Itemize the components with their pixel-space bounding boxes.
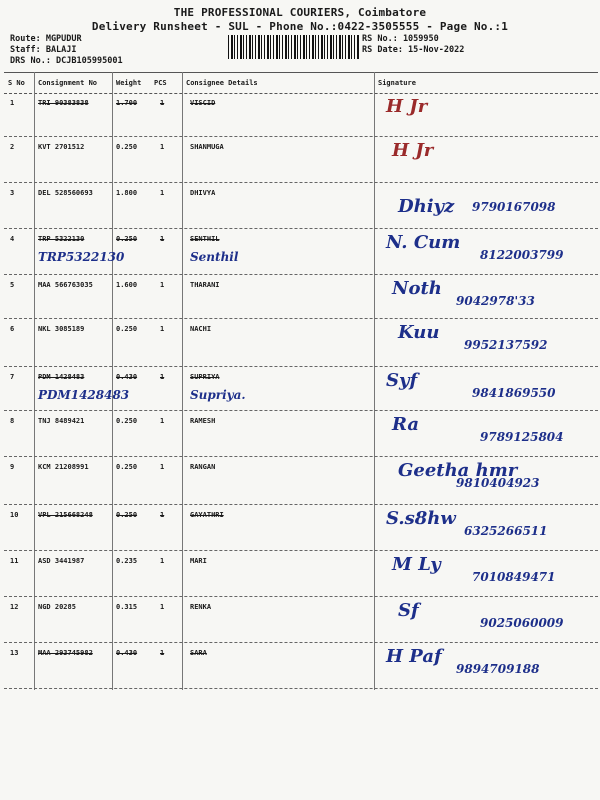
cell-weight: 1.600 <box>116 281 138 289</box>
cell-consignee: DHIVYA <box>190 189 216 197</box>
cell-pcs: 1 <box>160 373 165 381</box>
handwritten-consignment: TRP5322130 <box>38 250 125 264</box>
staff-label: Staff: BALAJI <box>10 45 77 55</box>
cell-weight: 0.250 <box>116 511 138 519</box>
cell-consignee: RANGAN <box>190 463 216 471</box>
cell-consignment: MAA 293745982 <box>38 649 93 657</box>
table-row <box>4 642 598 689</box>
handwritten-signature: Kuu <box>398 322 440 343</box>
cell-consignee: NACHI <box>190 325 212 333</box>
handwritten-phone: 9042978'33 <box>456 294 535 308</box>
handwritten-signature: M Ly <box>392 554 441 575</box>
cell-pcs: 1 <box>160 557 165 565</box>
cell-weight: 0.250 <box>116 325 138 333</box>
table-row <box>4 136 598 183</box>
col-consignee: Consignee Details <box>186 79 258 87</box>
cell-consignment: TRP 5322130 <box>38 235 85 243</box>
table-row <box>4 318 598 367</box>
table-row <box>4 182 598 229</box>
cell-consignment: VPL 215668248 <box>38 511 93 519</box>
cell-sno: 9 <box>10 463 15 471</box>
table-header <box>4 72 598 94</box>
handwritten-name: Senthil <box>190 250 239 264</box>
cell-sno: 4 <box>10 235 15 243</box>
cell-weight: 0.250 <box>116 417 138 425</box>
col-pcs: PCS <box>154 79 167 87</box>
cell-sno: 2 <box>10 143 15 151</box>
cell-consignment: TRI 90383838 <box>38 99 89 107</box>
cell-consignment: DEL 528560693 <box>38 189 93 197</box>
col-consignment: Consignment No <box>38 79 98 87</box>
table-row <box>4 228 598 275</box>
handwritten-signature: Geetha hmr <box>398 460 518 481</box>
handwritten-phone: 9841869550 <box>472 386 556 400</box>
rs-no-label: RS No.: 1059950 <box>362 34 439 44</box>
handwritten-phone: 8122003799 <box>480 248 564 262</box>
cell-weight: 1.700 <box>116 99 138 107</box>
table-row <box>4 550 598 597</box>
handwritten-phone: 9894709188 <box>456 662 540 676</box>
handwritten-signature: Ra <box>392 414 420 435</box>
handwritten-signature: Sf <box>398 600 419 621</box>
cell-consignment: TNJ 8489421 <box>38 417 85 425</box>
cell-sno: 13 <box>10 649 19 657</box>
cell-weight: 0.235 <box>116 557 138 565</box>
cell-pcs: 1 <box>160 463 165 471</box>
handwritten-signature: Syf <box>386 370 418 391</box>
col-signature: Signature <box>378 79 416 87</box>
table-row <box>4 410 598 457</box>
handwritten-signature: Noth <box>392 278 442 299</box>
cell-sno: 6 <box>10 325 15 333</box>
handwritten-signature: Dhiyz <box>398 196 455 217</box>
handwritten-phone: 9790167098 <box>472 200 556 214</box>
cell-weight: 1.800 <box>116 189 138 197</box>
cell-consignee: GAYATHRI <box>190 511 224 519</box>
cell-sno: 8 <box>10 417 15 425</box>
cell-consignment: KVT 2701512 <box>38 143 85 151</box>
cell-sno: 7 <box>10 373 15 381</box>
cell-consignee: VISCID <box>190 99 216 107</box>
cell-consignee: RAMESH <box>190 417 216 425</box>
handwritten-signature: S.s8hw <box>386 508 456 529</box>
handwritten-phone: 9952137592 <box>464 338 548 352</box>
cell-pcs: 1 <box>160 511 165 519</box>
cell-consignee: SARA <box>190 649 207 657</box>
cell-consignment: NKL 3085189 <box>38 325 85 333</box>
handwritten-phone: 7010849471 <box>472 570 556 584</box>
cell-weight: 0.430 <box>116 373 138 381</box>
cell-consignment: KCM 21208991 <box>38 463 89 471</box>
cell-pcs: 1 <box>160 325 165 333</box>
page-subtitle: Delivery Runsheet - SUL - Phone No.:0422-3505555 - Page No.:1 <box>91 20 509 33</box>
cell-consignment: PDM 1428483 <box>38 373 85 381</box>
cell-weight: 0.250 <box>116 143 138 151</box>
cell-pcs: 1 <box>160 417 165 425</box>
cell-weight: 0.250 <box>116 235 138 243</box>
col-weight: Weight <box>116 79 142 87</box>
cell-pcs: 1 <box>160 235 165 243</box>
handwritten-signature: H Jr <box>386 96 428 117</box>
cell-consignee: SUPRIYA <box>190 373 220 381</box>
cell-consignee: MARI <box>190 557 207 565</box>
handwritten-signature: H Paf <box>386 646 442 667</box>
cell-pcs: 1 <box>160 99 165 107</box>
cell-pcs: 1 <box>160 649 165 657</box>
cell-pcs: 1 <box>160 189 165 197</box>
col-sno: S No <box>8 79 25 87</box>
cell-pcs: 1 <box>160 143 165 151</box>
drs-label: DRS No.: DCJB105995001 <box>10 56 123 66</box>
rs-date-label: RS Date: 15-Nov-2022 <box>362 45 465 55</box>
handwritten-phone: 9789125804 <box>480 430 564 444</box>
page-title: THE PROFESSIONAL COURIERS, Coimbatore <box>173 6 427 19</box>
cell-sno: 11 <box>10 557 19 565</box>
table-row <box>4 596 598 643</box>
cell-consignee: THARANI <box>190 281 220 289</box>
meta-left <box>10 34 123 67</box>
handwritten-signature: H Jr <box>392 140 434 161</box>
cell-consignment: MAA 566763035 <box>38 281 93 289</box>
table-row <box>4 92 598 137</box>
cell-sno: 12 <box>10 603 19 611</box>
cell-consignee: SENTHIL <box>190 235 220 243</box>
handwritten-name: Supriya. <box>190 388 246 402</box>
cell-sno: 10 <box>10 511 19 519</box>
handwritten-consignment: PDM1428483 <box>38 388 130 402</box>
cell-pcs: 1 <box>160 281 165 289</box>
barcode <box>228 35 360 59</box>
cell-weight: 0.430 <box>116 649 138 657</box>
route-label: Route: MGPUDUR <box>10 34 82 44</box>
cell-sno: 5 <box>10 281 15 289</box>
handwritten-phone: 9810404923 <box>456 476 540 490</box>
cell-sno: 1 <box>10 99 15 107</box>
table-row <box>4 366 598 411</box>
cell-pcs: 1 <box>160 603 165 611</box>
cell-weight: 0.315 <box>116 603 138 611</box>
cell-consignment: ASD 3441987 <box>38 557 85 565</box>
cell-consignee: SHANMUGA <box>190 143 224 151</box>
handwritten-phone: 6325266511 <box>464 524 548 538</box>
table-row <box>4 504 598 551</box>
cell-weight: 0.250 <box>116 463 138 471</box>
handwritten-signature: N. Cum <box>386 232 461 253</box>
table-row <box>4 456 598 505</box>
cell-consignee: RENKA <box>190 603 212 611</box>
cell-sno: 3 <box>10 189 15 197</box>
cell-consignment: NGD 20285 <box>38 603 76 611</box>
table-row <box>4 274 598 319</box>
meta-right <box>362 34 464 56</box>
handwritten-phone: 9025060009 <box>480 616 564 630</box>
